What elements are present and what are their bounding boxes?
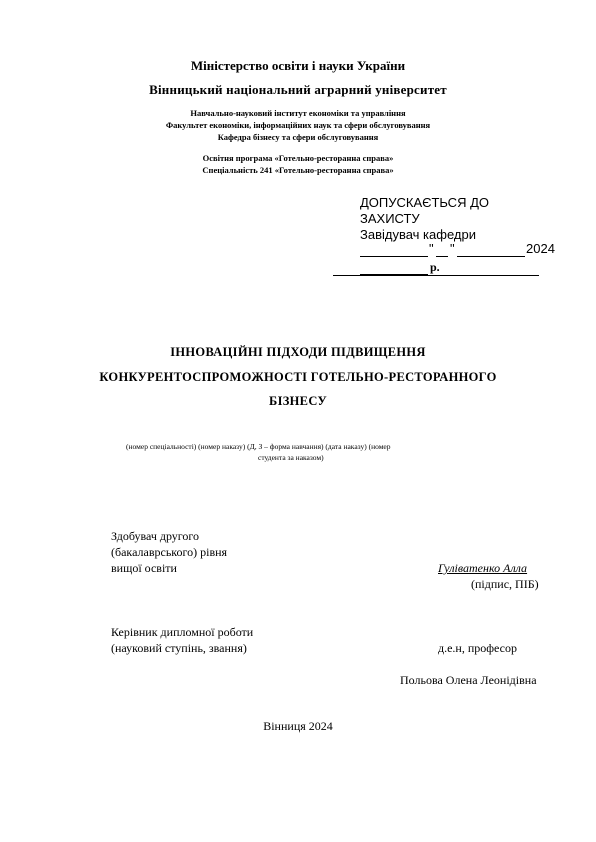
thesis-title-line-2: КОНКУРЕНТОСПРОМОЖНОСТІ ГОТЕЛЬНО-РЕСТОРАННОГО <box>99 370 497 384</box>
supervisor-label: Керівник дипломної роботи <box>111 625 254 639</box>
quote-close: " <box>450 241 455 256</box>
program-line: Освітня програма «Готельно-ресторанна справа» <box>202 153 394 163</box>
student-signature-caption: (підпис, ПІБ) <box>471 577 539 591</box>
student-label-2: (бакалаврського) рівня <box>111 545 228 559</box>
student-label-3: вищої освіти <box>111 561 177 575</box>
supervisor-name: Польова Олена Леонідівна <box>400 673 537 687</box>
approval-underline <box>333 275 539 276</box>
thesis-title-line-1: ІННОВАЦІЙНІ ПІДХОДИ ПІДВИЩЕННЯ <box>170 345 426 359</box>
quote-open: " <box>429 241 434 256</box>
order-meta-line-2: студента за наказом) <box>258 453 324 462</box>
year-suffix: р. <box>430 260 440 274</box>
supervisor-degree-label: (науковий ступінь, звання) <box>111 641 247 655</box>
thesis-title-line-3: БІЗНЕСУ <box>269 394 327 408</box>
order-meta-line-1: (номер спеціальності) (номер наказу) (Д, З – форма навчання) (дата наказу) (номер <box>126 442 391 451</box>
day-blank <box>436 256 448 257</box>
supervisor-degree: д.е.н, професор <box>438 641 518 655</box>
student-label-1: Здобувач другого <box>111 529 200 543</box>
approval-line-2: ЗАХИСТУ <box>360 211 420 226</box>
faculty-line: Факультет економіки, інформаційних наук та сфери обслуговування <box>165 120 431 130</box>
specialty-line: Спеціальність 241 «Готельно-ресторанна справа» <box>202 165 394 175</box>
department-head-label: Завідувач кафедри <box>360 227 476 242</box>
signature-blank <box>360 256 428 257</box>
institute-line: Навчально-науковий інститут економіки та управління <box>190 108 406 118</box>
month-blank <box>457 256 525 257</box>
student-name: Гуліватенко Алла <box>438 561 528 575</box>
ministry-heading: Міністерство освіти і науки України <box>190 58 406 73</box>
department-line: Кафедра бізнесу та сфери обслуговування <box>217 132 379 142</box>
university-heading: Вінницький національний аграрний університет <box>149 82 447 97</box>
approval-year: 2024 <box>526 241 555 256</box>
approval-line-1: ДОПУСКАЄТЬСЯ ДО <box>360 195 489 210</box>
city-year: Вінниця 2024 <box>263 719 333 733</box>
